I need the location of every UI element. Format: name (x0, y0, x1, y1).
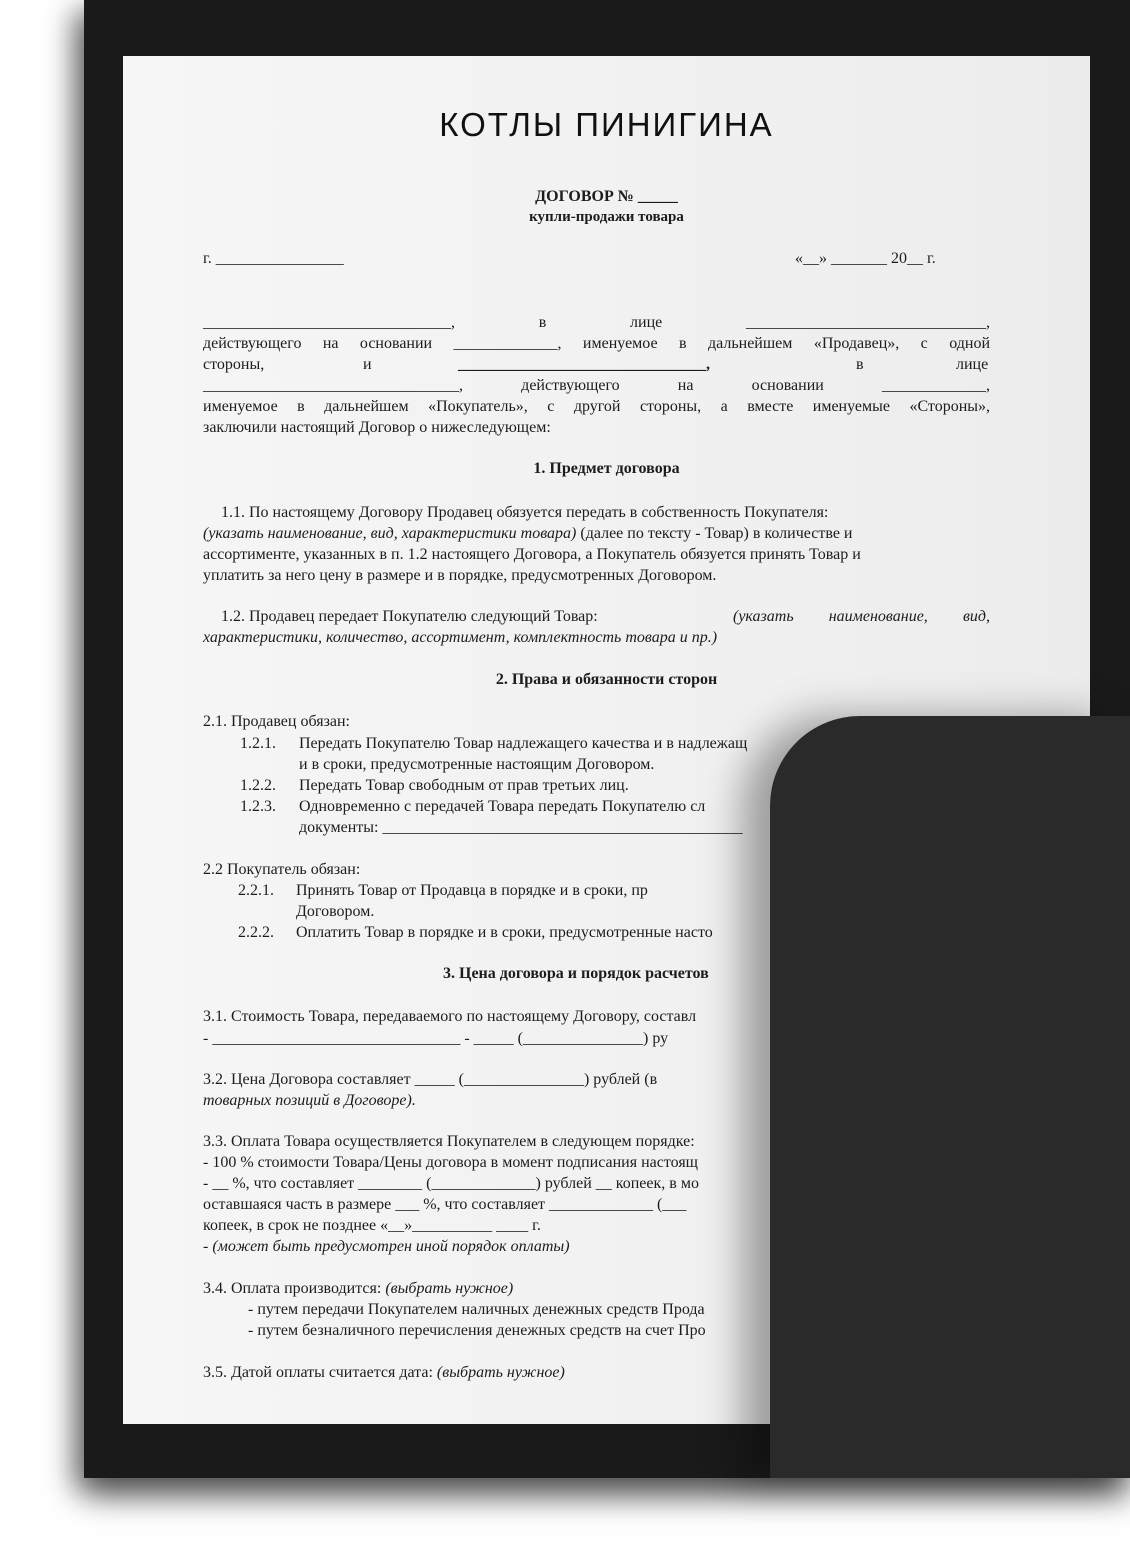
clause-1-1: 1.1. По настоящему Договору Продавец обязуется передать в собственность Покупателя: (221, 504, 829, 521)
preamble-line: и (363, 356, 372, 373)
clause-number: 1.2.3. (240, 798, 276, 815)
clause-2-1-3: документы: _____________________________________________ (299, 819, 743, 836)
contract-place: г. ________________ (203, 250, 344, 267)
clause-3-4: - путем безналичного перечисления денежных средств на счет Про (248, 1322, 706, 1339)
clause-1-1: уплатить за него цену в размере и в порядке, предусмотренных Договором. (203, 567, 717, 584)
preamble-line: заключили настоящий Договор о нижеследующем: (203, 419, 551, 436)
folder-tab-overlay (770, 716, 1130, 1478)
clause-2-2-2: Оплатить Товар в порядке и в сроки, предусмотренные насто (296, 924, 713, 941)
clause-3-3: 3.3. Оплата Товара осуществляется Покупателем в следующем порядке: (203, 1133, 695, 1150)
brand-title: КОТЛЫ ПИНИГИНА (439, 106, 774, 143)
preamble-line: лице (956, 356, 989, 373)
clause-3-3: - __ %, что составляет ________ (_____________) рублей __ копеек, в мо (203, 1175, 699, 1192)
clause-2-2: 2.2 Покупатель обязан: (203, 861, 361, 878)
clause-number: 2.2.1. (238, 882, 274, 899)
clause-1-2: (указать наименование, вид, (733, 608, 990, 625)
preamble-line: действующего на основании _____________, именуемое в дальнейшем «Продавец», с одной (203, 335, 990, 352)
preamble-line: _______________________________, (458, 356, 710, 373)
clause-3-3: - 100 % стоимости Товара/Цены договора в момент подписания настоящ (203, 1154, 698, 1171)
preamble-line: именуемое в дальнейшем «Покупатель», с другой стороны, а вместе именуемые «Стороны», (203, 398, 990, 415)
clause-3-3: - (может быть предусмотрен иной порядок оплаты) (203, 1238, 570, 1255)
clause-2-1-2: Передать Товар свободным от прав третьих лиц. (299, 777, 629, 794)
preamble-line: _______________________________, в лице ______________________________, (203, 314, 990, 331)
clause-1-1: (указать наименование, вид, характеристики товара) (далее по тексту - Товар) в количестве и (203, 525, 853, 542)
contract-title: ДОГОВОР № _____ (535, 188, 678, 205)
clause-2-1-1: и в сроки, предусмотренные настоящим Договором. (299, 756, 655, 773)
clause-3-3: копеек, в срок не позднее «__»__________ ____ г. (203, 1217, 541, 1234)
section-1-title: 1. Предмет договора (533, 460, 680, 477)
clause-number: 1.2.1. (240, 735, 276, 752)
clause-3-1: - _______________________________ - _____ (_______________) ру (203, 1030, 669, 1047)
clause-2-1-1: Передать Покупателю Товар надлежащего качества и в надлежащ (299, 735, 748, 752)
clause-3-5: 3.5. Датой оплаты считается дата: (выбрать нужное) (203, 1364, 565, 1381)
preamble-line: ________________________________, действующего на основании _____________, (203, 377, 990, 394)
contract-date: «__» _______ 20__ г. (795, 250, 936, 267)
clause-1-2: 1.2. Продавец передает Покупателю следующий Товар: (221, 608, 598, 625)
clause-3-2: 3.2. Цена Договора составляет _____ (_______________) рублей (в (203, 1071, 658, 1088)
clause-number: 2.2.2. (238, 924, 274, 941)
preamble-line: стороны, (203, 356, 265, 373)
clause-2-2-1: Договором. (296, 903, 375, 920)
section-2-title: 2. Права и обязанности сторон (495, 671, 718, 688)
clause-2-2-1: Принять Товар от Продавца в порядке и в сроки, пр (296, 882, 648, 899)
preamble-line: в (856, 356, 864, 373)
clause-3-4: - путем передачи Покупателем наличных денежных средств Прода (248, 1301, 705, 1318)
clause-3-2: товарных позиций в Договоре). (203, 1092, 416, 1109)
clause-1-1: ассортименте, указанных в п. 1.2 настоящего Договора, а Покупатель обязуется принять Товар и (203, 546, 861, 563)
clause-3-1: 3.1. Стоимость Товара, передаваемого по настоящему Договору, составл (203, 1008, 697, 1025)
section-3-title: 3. Цена договора и порядок расчетов (443, 965, 709, 982)
clause-2-1: 2.1. Продавец обязан: (203, 713, 350, 730)
clause-1-2: характеристики, количество, ассортимент, комплектность товара и пр.) (203, 629, 718, 646)
clause-number: 1.2.2. (240, 777, 276, 794)
contract-subtitle: купли-продажи товара (529, 209, 684, 225)
clause-3-3: оставшаяся часть в размере ___ %, что составляет _____________ (___ (203, 1196, 687, 1213)
clause-2-1-3: Одновременно с передачей Товара передать Покупателю сл (299, 798, 706, 815)
clause-3-4: 3.4. Оплата производится: (выбрать нужное) (203, 1280, 514, 1297)
